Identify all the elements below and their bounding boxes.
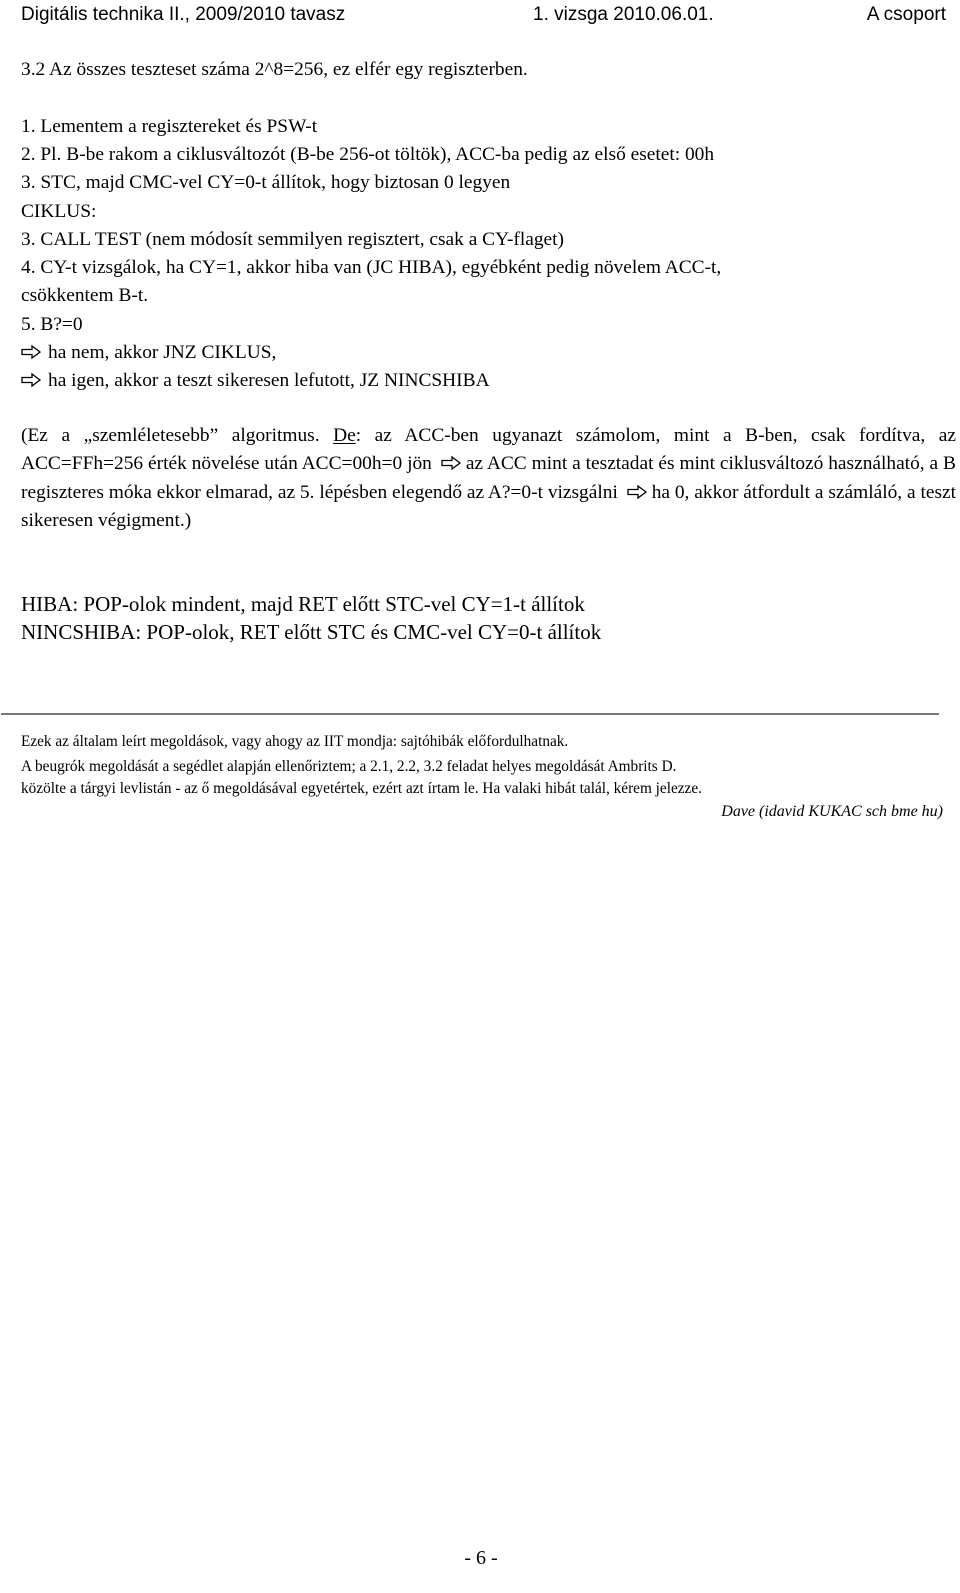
- footer-divider: [1, 713, 939, 715]
- branch-no-text: ha nem, akkor JNZ CIKLUS,: [48, 342, 277, 363]
- step-4-cont: csökkentem B-t.: [21, 285, 149, 306]
- branch-yes-text: ha igen, akkor a teszt sikeresen lefutott, JZ NINCSHIBA: [48, 370, 490, 391]
- branch-no: [21, 341, 276, 365]
- outline-right-arrow-icon: [21, 373, 41, 387]
- outline-right-arrow-icon: [627, 485, 647, 499]
- branch-yes: [21, 369, 490, 393]
- note-part-2: : az ACC-ben ugyanazt számolom, mint a B-ben, csak fordítva, az ACC=FFh=256 érték növelése után ACC=00h=0 jön: [21, 425, 956, 475]
- outline-right-arrow-icon: [21, 345, 41, 359]
- note-part-3: az ACC mint a tesztadat és mint ciklusváltozó használható, a B regiszteres móka ekkor elmarad, az 5. lépésben elegendő az A?=0-t vizsgálni: [21, 453, 956, 503]
- step-3-call: 3. CALL TEST (nem módosít semmilyen regisztert, csak a CY-flaget): [21, 229, 565, 250]
- footer-author: Dave (idavid KUKAC sch bme hu): [721, 803, 943, 820]
- outline-right-arrow-icon: [441, 456, 461, 470]
- nincshiba-description: NINCSHIBA: POP-olok, RET előtt STC és CMC-vel CY=0-t állítok: [21, 620, 602, 644]
- step-2: 2. Pl. B-be rakom a ciklusváltozót (B-be 256-ot töltök), ACC-ba pedig az első esetet: 00h: [21, 144, 715, 165]
- label-ciklus: CIKLUS:: [21, 201, 97, 222]
- step-4: 4. CY-t vizsgálok, ha CY=1, akkor hiba van (JC HIBA), egyébként pedig növelem ACC-t,: [21, 257, 722, 278]
- note-de: De: [333, 425, 356, 446]
- step-3-stc: 3. STC, majd CMC-vel CY=0-t állítok, hogy biztosan 0 legyen: [21, 172, 511, 193]
- note-part-4: ha 0, akkor átfordult a számláló, a teszt sikeresen végigment.): [21, 481, 956, 532]
- footer-line-1: Ezek az általam leírt megoldások, vagy ahogy az IIT mondja: sajtóhibák előfordulhatnak.: [21, 733, 569, 750]
- footer-line-3: közölte a tárgyi levlistán - az ő megoldásával egyetértek, ezért azt írtam le. Ha valaki hibát talál, kérem jelezze.: [21, 780, 702, 797]
- footer-line-2: A beugrók megoldását a segédlet alapján ellenőriztem; a 2.1, 2.2, 3.2 feladat helyes megoldását Ambrits D.: [21, 758, 677, 775]
- step-1: 1. Lementem a regisztereket és PSW-t: [21, 116, 318, 137]
- header-course: Digitális technika II., 2009/2010 tavasz: [21, 4, 346, 25]
- header-group: A csoport: [866, 4, 946, 25]
- page-header: [21, 2, 946, 28]
- page-number: - 6 -: [464, 1547, 498, 1569]
- note-paragraph: [21, 422, 956, 536]
- step-5: 5. B?=0: [21, 314, 83, 335]
- header-exam-date: 1. vizsga 2010.06.01.: [533, 4, 714, 25]
- note-part-1: (Ez a „szemléletesebb” algoritmus.: [21, 425, 334, 446]
- section-intro: 3.2 Az összes teszteset száma 2^8=256, ez elfér egy regiszterben.: [21, 59, 528, 80]
- hiba-description: HIBA: POP-olok mindent, majd RET előtt STC-vel CY=1-t állítok: [21, 592, 585, 616]
